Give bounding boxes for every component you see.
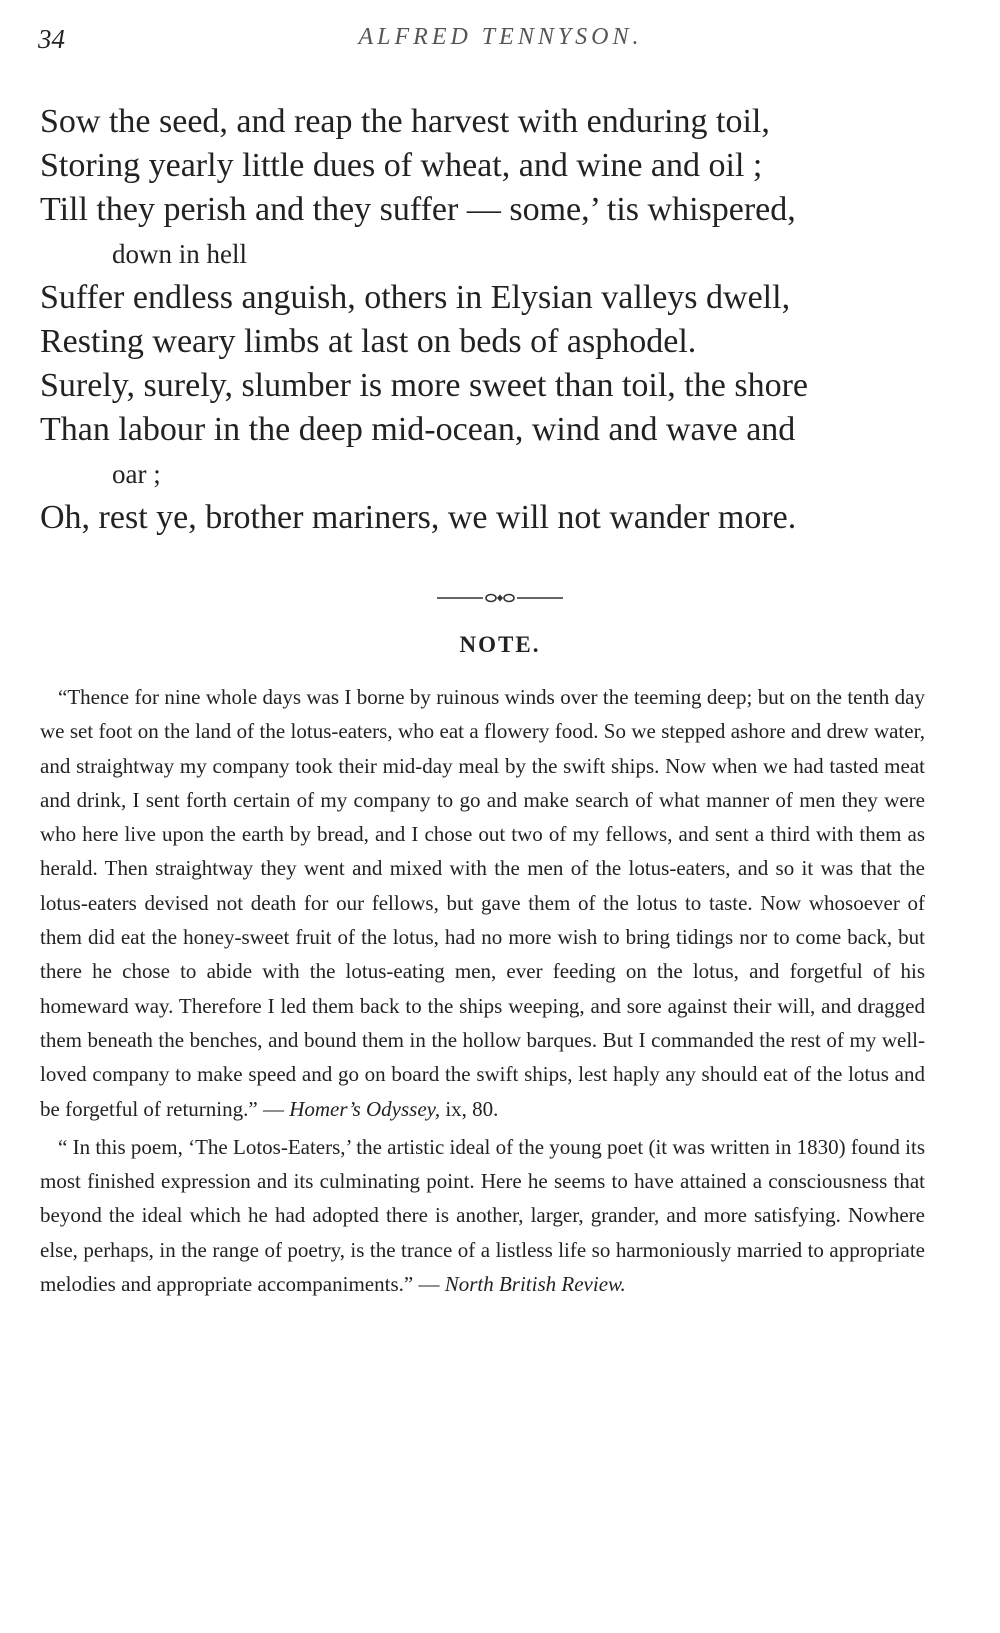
note-quote-text: “ In this poem, ‘The Lotos-Eaters,’ the artistic ideal of the young poet (it was written in 1830) found its most finished expression and its culminating point. Here he seems to have attained a consciousness that beyond the ideal which he had adopted there is another, larger, grander, and more satisfying. Nowhere else, perhaps, in the range of poetry, is the trance of a listless life so harmoniously married to appropriate melodies and appropriate accompaniments.” — — [40, 1134, 925, 1297]
note-paragraph-odyssey — [40, 680, 925, 1126]
running-head — [38, 18, 963, 62]
poem-stanza — [40, 100, 970, 540]
note-heading: NOTE. — [459, 632, 541, 657]
poem-line-continuation: oar ; — [112, 459, 161, 489]
note-quote-text: “Thence for nine whole days was I borne by ruinous winds over the teeming deep; but on the tenth day we set foot on the land of the lotus-eaters, who eat a flowery food. So we stepped ashore and drew water, and straightway my company took their mid-day meal by the swift ships. Now when we had tasted meat and drink, I sent forth certain of my company to go and make search of what manner of men they were who here live upon the earth by bread, and I chose out two of my fellows, and sent a third with them as herald. Then straightway they went and mixed with the men of the lotus-eaters, and so it was that the lotus-eaters devised not death for our fellows, but gave them of the lotus to taste. Now whosoever of them did eat the honey-sweet fruit of the lotus, had no more wish to bring tidings nor to come back, but there he chose to abide with the lotus-eating men, ever feeding on the lotus, and forgetful of his homeward way. Therefore I led them back to the ships weeping, and sore against their will, and dragged them beneath the benches, and bound them in the hollow barques. But I commanded the rest of my well-loved company to make speed and go on board the swift ships, lest haply any should eat of the lotus and be forgetful of returning.” — — [40, 685, 925, 1121]
poem-line: Than labour in the deep mid-ocean, wind and wave and — [40, 411, 796, 448]
page-number: 34 — [38, 24, 65, 54]
poem-line: Resting weary limbs at last on beds of asphodel. — [40, 323, 697, 360]
poem-line-continuation: down in hell — [112, 239, 247, 269]
note-body — [40, 680, 925, 1301]
poem-line: Surely, surely, slumber is more sweet than toil, the shore — [40, 367, 808, 404]
section-divider-ornament — [0, 588, 1000, 612]
running-title: ALFRED TENNYSON. — [358, 24, 643, 50]
note-quote-reference: ix, 80. — [440, 1096, 499, 1121]
poem-line: Sow the seed, and reap the harvest with enduring toil, — [40, 103, 770, 140]
poem-line: Oh, rest ye, brother mariners, we will not wander more. — [40, 499, 797, 536]
poem-line: Storing yearly little dues of wheat, and wine and oil ; — [40, 147, 763, 184]
fleuron-icon — [435, 588, 565, 608]
note-paragraph-review — [40, 1130, 925, 1301]
poem-line: Till they perish and they suffer — some,’ tis whispered, — [40, 191, 796, 228]
note-quote-source: North British Review. — [444, 1272, 626, 1297]
note-quote-source: Homer’s Odyssey, — [289, 1096, 441, 1121]
poem-line: Suffer endless anguish, others in Elysian valleys dwell, — [40, 279, 791, 316]
